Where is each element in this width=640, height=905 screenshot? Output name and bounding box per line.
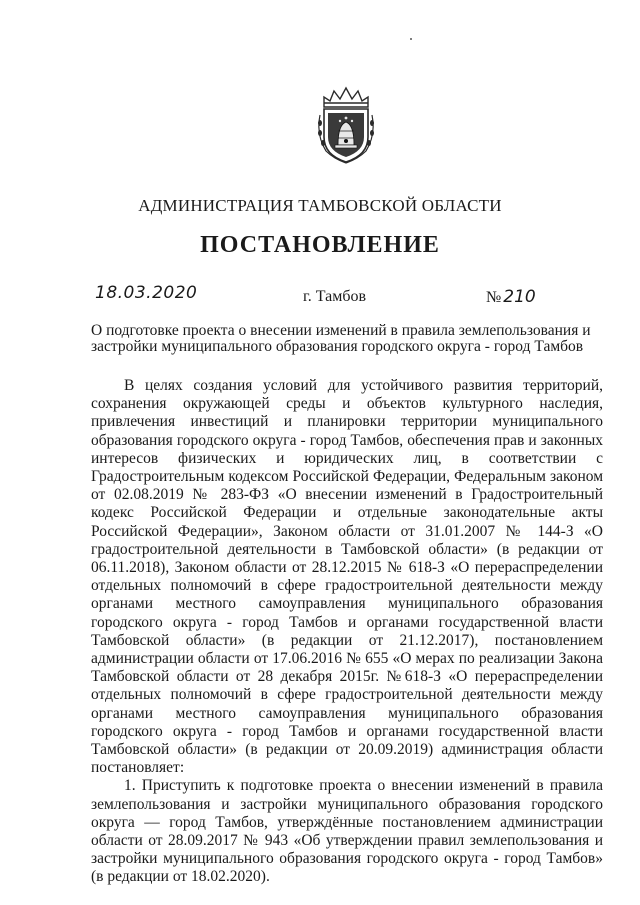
preamble-paragraph: В целях создания условий для устойчивого развития территорий, сохранения окружающей среды и объектов культурного наследия, привлечения инвестиций и планировки территории муниципального образования городского округа - город Тамбов, обеспечения прав и законных интересов физических и юридических лиц, в соответствии с Градостроительным кодексом Российской Федерации, Федеральным законом от 02.08.2019 № 283-ФЗ «О внесении изменений в Градостроительный кодекс Российской Федерации и отдельные законодательные акты Российской Федерации», Законом области от 31.01.2007 № 144-З «О градостроительной деятельности в Тамбовской области» (в редакции от 06.11.2018), Законом области от 28.12.2015 № 618-З «О перераспределении отдельных полномочий в сфере градостроительной деятельности между органами местного самоуправления муниципального образования городского округа - город Тамбов и органами государственной власти Тамбовской области» (в редакции от 21.12.2017), постановлением администрации области от 17.06.2016 № 655 «О мерах по реализации Закона Тамбовской области от 28 декабря 2015г. №618-З «О перераспределении отдельных полномочий в сфере градостроительной деятельности между органами местного самоуправления муниципального образования городского округа - город Тамбов и органами государственной власти Тамбовской области» (в редакции от 20.09.2019) администрация области постановляет: <box>91 377 603 777</box>
scan-speck <box>410 38 412 40</box>
document-subject: О подготовке проекта о внесении изменений в правила землепользования и застройки муниципального образования городского округа - город Тамбов <box>91 322 591 355</box>
number-value: 210 <box>503 287 536 307</box>
document-date: 18.03.2020 <box>95 283 198 303</box>
document-city: г. Тамбов <box>303 288 367 305</box>
clause-paragraph: 1. Приступить к подготовке проекта о внесении изменений в правила землепользования и застройки муниципального образования городского округа — город Тамбов, утверждённые постановлением администрации области от 28.09.2017 № 943 «Об утверждении правил землепользования и застройки муниципального образования городского округа - город Тамбов» (в редакции от 18.02.2020). <box>91 777 603 886</box>
document-body <box>91 377 603 887</box>
coat-of-arms-icon <box>316 85 376 165</box>
document-number <box>486 287 536 307</box>
organization-name: АДМИНИСТРАЦИЯ ТАМБОВСКОЙ ОБЛАСТИ <box>138 196 502 215</box>
number-sign: № <box>486 289 502 306</box>
document-type: ПОСТАНОВЛЕНИЕ <box>200 232 440 258</box>
